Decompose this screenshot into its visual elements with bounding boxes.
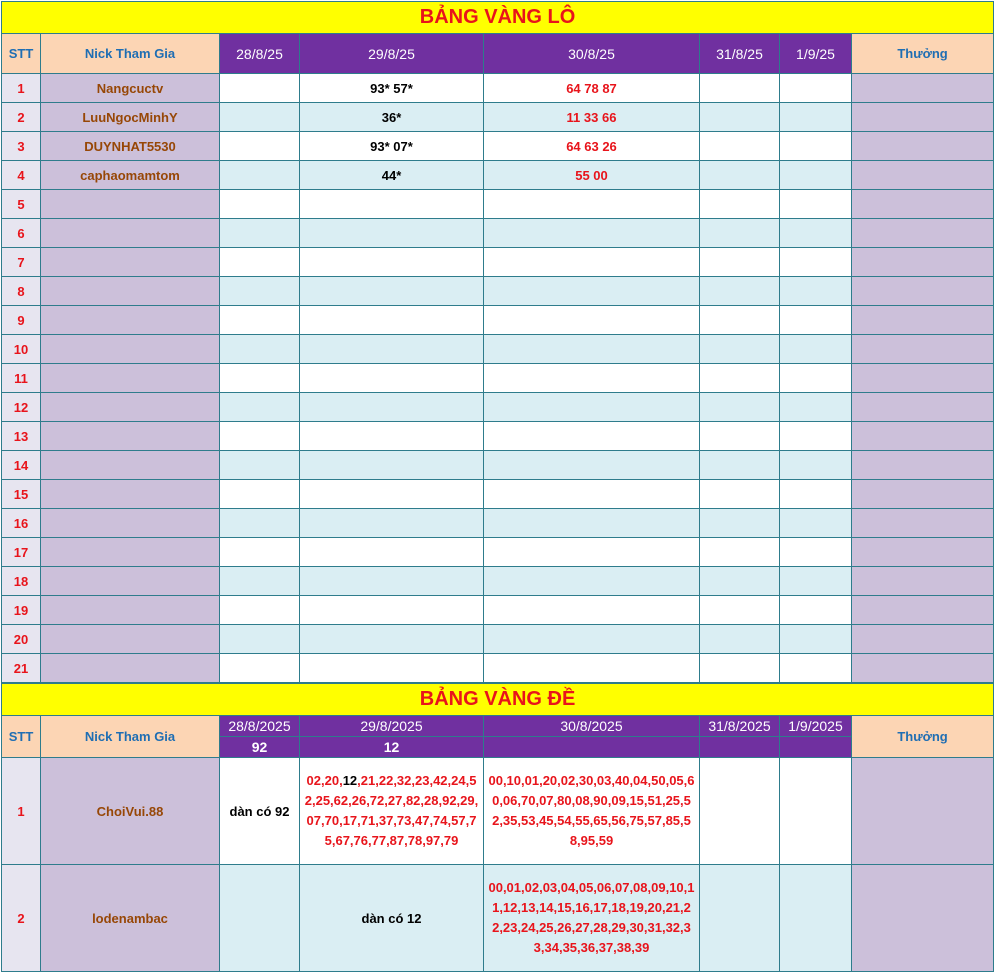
de-result-4 xyxy=(700,737,780,758)
lo-row-d3 xyxy=(484,509,700,538)
lo-row-reward xyxy=(852,422,994,451)
lo-row-stt: 16 xyxy=(2,509,41,538)
lo-row-d3 xyxy=(484,248,700,277)
lo-row-nick xyxy=(41,538,220,567)
de-result-3 xyxy=(484,737,700,758)
lo-row xyxy=(2,74,994,103)
lo-row-d1 xyxy=(220,596,300,625)
lo-row-d5 xyxy=(780,277,852,306)
lo-row-d1 xyxy=(220,335,300,364)
lo-row-d1 xyxy=(220,393,300,422)
lo-row-d3 xyxy=(484,335,700,364)
lo-row-nick xyxy=(41,306,220,335)
lo-row-d1 xyxy=(220,364,300,393)
lo-row-d5 xyxy=(780,364,852,393)
lo-row-d1 xyxy=(220,625,300,654)
lo-row-reward xyxy=(852,277,994,306)
lo-row-d1 xyxy=(220,103,300,132)
de-row-d4 xyxy=(700,758,780,865)
lo-row xyxy=(2,277,994,306)
lo-header-nick: Nick Tham Gia xyxy=(41,34,220,74)
lo-row-d2: 44* xyxy=(300,161,484,190)
lo-row-nick xyxy=(41,596,220,625)
lo-row-d1 xyxy=(220,248,300,277)
lo-row-d3 xyxy=(484,306,700,335)
lo-row-d3 xyxy=(484,422,700,451)
lo-row xyxy=(2,538,994,567)
lo-row-d2 xyxy=(300,364,484,393)
lo-row-reward xyxy=(852,538,994,567)
lo-row-reward xyxy=(852,190,994,219)
lo-row-reward xyxy=(852,335,994,364)
lo-row-d2 xyxy=(300,567,484,596)
lo-header-date-5: 1/9/25 xyxy=(780,34,852,74)
lo-row-nick xyxy=(41,219,220,248)
lo-row-reward xyxy=(852,596,994,625)
lo-row-d3 xyxy=(484,364,700,393)
lo-header-date-2: 29/8/25 xyxy=(300,34,484,74)
lo-row-d2 xyxy=(300,596,484,625)
lo-row-d1 xyxy=(220,277,300,306)
de-row-d3: 00,01,02,03,04,05,06,07,08,09,10,11,12,13,14,15,16,17,18,19,20,21,22,23,24,25,26,27,28,29,30,31,32,33,34,35,36,37,38,39 xyxy=(484,865,700,972)
de-row-nick: lodenambac xyxy=(41,865,220,972)
lo-row-reward xyxy=(852,654,994,683)
lo-row xyxy=(2,132,994,161)
lo-row-d3 xyxy=(484,654,700,683)
de-row-stt: 2 xyxy=(2,865,41,972)
lo-row xyxy=(2,393,994,422)
lo-row-d1 xyxy=(220,219,300,248)
lo-row-stt: 3 xyxy=(2,132,41,161)
de-row-d5 xyxy=(780,758,852,865)
lo-row-stt: 7 xyxy=(2,248,41,277)
lo-row-d5 xyxy=(780,480,852,509)
lo-row-nick: Nangcuctv xyxy=(41,74,220,103)
lo-row-d2: 36* xyxy=(300,103,484,132)
lo-row-d4 xyxy=(700,335,780,364)
lo-row-nick xyxy=(41,654,220,683)
lo-row-reward xyxy=(852,306,994,335)
lo-row-nick: DUYNHAT5530 xyxy=(41,132,220,161)
lo-row-d4 xyxy=(700,132,780,161)
lo-row-d3: 11 33 66 xyxy=(484,103,700,132)
lo-row-d1 xyxy=(220,567,300,596)
lo-row-reward xyxy=(852,480,994,509)
lo-row-d2 xyxy=(300,219,484,248)
lo-row-d5 xyxy=(780,538,852,567)
lo-row-stt: 17 xyxy=(2,538,41,567)
lo-row-nick xyxy=(41,364,220,393)
lo-row-d1 xyxy=(220,190,300,219)
lo-row-stt: 10 xyxy=(2,335,41,364)
lo-row-d5 xyxy=(780,567,852,596)
de-row-d2: dàn có 12 xyxy=(300,865,484,972)
lo-row-nick xyxy=(41,567,220,596)
lo-row-d4 xyxy=(700,103,780,132)
lo-row-d3 xyxy=(484,393,700,422)
lo-row-d5 xyxy=(780,393,852,422)
de-result-5 xyxy=(780,737,852,758)
lo-header-date-3: 30/8/25 xyxy=(484,34,700,74)
lo-row-d5 xyxy=(780,219,852,248)
lo-row-d5 xyxy=(780,422,852,451)
lo-row-d2: 93* 57* xyxy=(300,74,484,103)
lo-row-d2 xyxy=(300,335,484,364)
de-row-d5 xyxy=(780,865,852,972)
de-row-d2 xyxy=(300,758,484,865)
lo-row-reward xyxy=(852,74,994,103)
lo-row xyxy=(2,335,994,364)
lo-header-stt: STT xyxy=(2,34,41,74)
lo-row-d1 xyxy=(220,161,300,190)
lo-row-d2 xyxy=(300,509,484,538)
lo-row-d1 xyxy=(220,480,300,509)
lo-table xyxy=(1,1,994,683)
lo-row xyxy=(2,219,994,248)
lo-row-reward xyxy=(852,364,994,393)
de-header-date-3: 30/8/2025 xyxy=(484,716,700,737)
de-row-nick: ChoiVui.88 xyxy=(41,758,220,865)
lo-row-d2 xyxy=(300,480,484,509)
de-header-nick: Nick Tham Gia xyxy=(41,716,220,758)
lo-row-d2 xyxy=(300,538,484,567)
lo-row-reward xyxy=(852,103,994,132)
de-header-stt: STT xyxy=(2,716,41,758)
lo-row xyxy=(2,103,994,132)
lo-row-d2 xyxy=(300,451,484,480)
lo-row-reward xyxy=(852,219,994,248)
lo-row-d4 xyxy=(700,161,780,190)
lo-row-d1 xyxy=(220,509,300,538)
lo-row-d4 xyxy=(700,480,780,509)
lo-row-d1 xyxy=(220,74,300,103)
lo-row-d4 xyxy=(700,277,780,306)
lo-row-stt: 2 xyxy=(2,103,41,132)
lo-row-nick xyxy=(41,335,220,364)
lo-row-d4 xyxy=(700,538,780,567)
lo-row-d2 xyxy=(300,306,484,335)
lo-row xyxy=(2,654,994,683)
lo-row-stt: 15 xyxy=(2,480,41,509)
lo-row-nick xyxy=(41,480,220,509)
lo-row-d3 xyxy=(484,451,700,480)
de-d2-post: ,21,22,32,23,42,24,52,25,62,26,72,27,82,28,92,29,07,70,17,71,37,73,47,74,57,75,67,76,77,87,78,97,79 xyxy=(304,773,479,848)
lo-row-d3 xyxy=(484,538,700,567)
lo-row-d3 xyxy=(484,190,700,219)
lo-row-reward xyxy=(852,248,994,277)
lo-row-stt: 9 xyxy=(2,306,41,335)
lo-row-stt: 13 xyxy=(2,422,41,451)
lo-row-reward xyxy=(852,451,994,480)
lo-row-d4 xyxy=(700,219,780,248)
lo-row-nick xyxy=(41,248,220,277)
lo-row-d5 xyxy=(780,190,852,219)
lo-row-d4 xyxy=(700,393,780,422)
lo-row-stt: 19 xyxy=(2,596,41,625)
de-header-reward: Thưởng xyxy=(852,716,994,758)
lo-row xyxy=(2,364,994,393)
lo-row-d3: 64 63 26 xyxy=(484,132,700,161)
de-row-stt: 1 xyxy=(2,758,41,865)
de-header-date-4: 31/8/2025 xyxy=(700,716,780,737)
lo-row-stt: 11 xyxy=(2,364,41,393)
de-header-date-2: 29/8/2025 xyxy=(300,716,484,737)
lo-row xyxy=(2,422,994,451)
lo-row-d1 xyxy=(220,538,300,567)
lo-row-nick xyxy=(41,509,220,538)
lo-row-d3 xyxy=(484,480,700,509)
lo-row xyxy=(2,190,994,219)
de-title: BẢNG VÀNG ĐỀ xyxy=(2,684,994,716)
lo-row xyxy=(2,480,994,509)
de-table xyxy=(1,683,994,972)
lo-row-d2 xyxy=(300,277,484,306)
lo-row-d5 xyxy=(780,451,852,480)
lo-row-d2 xyxy=(300,654,484,683)
lo-row-nick xyxy=(41,451,220,480)
lo-row-d5 xyxy=(780,596,852,625)
lo-row-nick xyxy=(41,422,220,451)
de-row-d1 xyxy=(220,865,300,972)
lo-row-stt: 6 xyxy=(2,219,41,248)
lo-row-d3 xyxy=(484,277,700,306)
de-d2-hit: 12 xyxy=(342,773,358,788)
lo-row-stt: 8 xyxy=(2,277,41,306)
lo-row-nick xyxy=(41,277,220,306)
lo-title: BẢNG VÀNG LÔ xyxy=(2,2,994,34)
lo-row-d1 xyxy=(220,422,300,451)
lo-header-date-4: 31/8/25 xyxy=(700,34,780,74)
lo-row-nick xyxy=(41,625,220,654)
de-header-date-5: 1/9/2025 xyxy=(780,716,852,737)
lo-row-d5 xyxy=(780,509,852,538)
lo-row-d4 xyxy=(700,74,780,103)
lo-row-d1 xyxy=(220,654,300,683)
lo-header-reward: Thưởng xyxy=(852,34,994,74)
de-result-1: 92 xyxy=(220,737,300,758)
lo-row-d4 xyxy=(700,509,780,538)
de-row-d4 xyxy=(700,865,780,972)
de-header-date-1: 28/8/2025 xyxy=(220,716,300,737)
lo-row-reward xyxy=(852,567,994,596)
lo-row-d4 xyxy=(700,451,780,480)
lo-row-stt: 4 xyxy=(2,161,41,190)
lo-row-d5 xyxy=(780,161,852,190)
lo-header-date-1: 28/8/25 xyxy=(220,34,300,74)
lo-row-d3 xyxy=(484,219,700,248)
lo-row-d4 xyxy=(700,596,780,625)
lo-row-d1 xyxy=(220,132,300,161)
lo-row-d5 xyxy=(780,103,852,132)
lo-row-d1 xyxy=(220,306,300,335)
lo-row-d5 xyxy=(780,248,852,277)
lo-row-stt: 20 xyxy=(2,625,41,654)
de-row-d1: dàn có 92 xyxy=(220,758,300,865)
lo-row-reward xyxy=(852,161,994,190)
lo-rows xyxy=(2,74,994,683)
lo-row-d4 xyxy=(700,625,780,654)
lo-row-d4 xyxy=(700,306,780,335)
lo-row-d3 xyxy=(484,625,700,654)
lo-row-nick: LuuNgocMinhY xyxy=(41,103,220,132)
lo-row-d2 xyxy=(300,625,484,654)
lo-row-nick xyxy=(41,190,220,219)
lo-row-d4 xyxy=(700,422,780,451)
lo-row-reward xyxy=(852,509,994,538)
lo-row-d2 xyxy=(300,422,484,451)
lo-row-d2 xyxy=(300,393,484,422)
lo-row-stt: 1 xyxy=(2,74,41,103)
lo-row-stt: 14 xyxy=(2,451,41,480)
lo-row-stt: 21 xyxy=(2,654,41,683)
lo-row-d4 xyxy=(700,248,780,277)
lo-row-d2 xyxy=(300,190,484,219)
lo-row-stt: 18 xyxy=(2,567,41,596)
lo-row-d5 xyxy=(780,654,852,683)
lo-row xyxy=(2,596,994,625)
lo-row xyxy=(2,306,994,335)
lo-row-d5 xyxy=(780,335,852,364)
lo-row-d3 xyxy=(484,596,700,625)
lo-row xyxy=(2,248,994,277)
lo-row-d3 xyxy=(484,567,700,596)
lo-row-d5 xyxy=(780,74,852,103)
de-row-reward xyxy=(852,865,994,972)
lo-row-d5 xyxy=(780,132,852,161)
lo-row-nick: caphaomamtom xyxy=(41,161,220,190)
lo-row xyxy=(2,161,994,190)
lo-row-stt: 12 xyxy=(2,393,41,422)
lo-row xyxy=(2,567,994,596)
de-row-d3: 00,10,01,20,02,30,03,40,04,50,05,60,06,70,07,80,08,90,09,15,51,25,52,35,53,45,54,55,65,56,75,57,85,58,95,59 xyxy=(484,758,700,865)
lo-row-d3: 55 00 xyxy=(484,161,700,190)
lo-row-d3: 64 78 87 xyxy=(484,74,700,103)
lo-row-nick xyxy=(41,393,220,422)
lo-row-d4 xyxy=(700,190,780,219)
de-d2-pre: 02,20, xyxy=(306,773,343,788)
lo-row-reward xyxy=(852,132,994,161)
lo-row-stt: 5 xyxy=(2,190,41,219)
de-result-2: 12 xyxy=(300,737,484,758)
lo-row xyxy=(2,451,994,480)
lo-row-d1 xyxy=(220,451,300,480)
lo-row xyxy=(2,509,994,538)
lo-row-d4 xyxy=(700,654,780,683)
lo-row xyxy=(2,625,994,654)
lo-row-d2: 93* 07* xyxy=(300,132,484,161)
lo-row-reward xyxy=(852,393,994,422)
lo-row-d2 xyxy=(300,248,484,277)
lo-row-reward xyxy=(852,625,994,654)
lo-row-d5 xyxy=(780,625,852,654)
lo-row-d5 xyxy=(780,306,852,335)
lo-row-d4 xyxy=(700,364,780,393)
lo-row-d4 xyxy=(700,567,780,596)
de-row-reward xyxy=(852,758,994,865)
